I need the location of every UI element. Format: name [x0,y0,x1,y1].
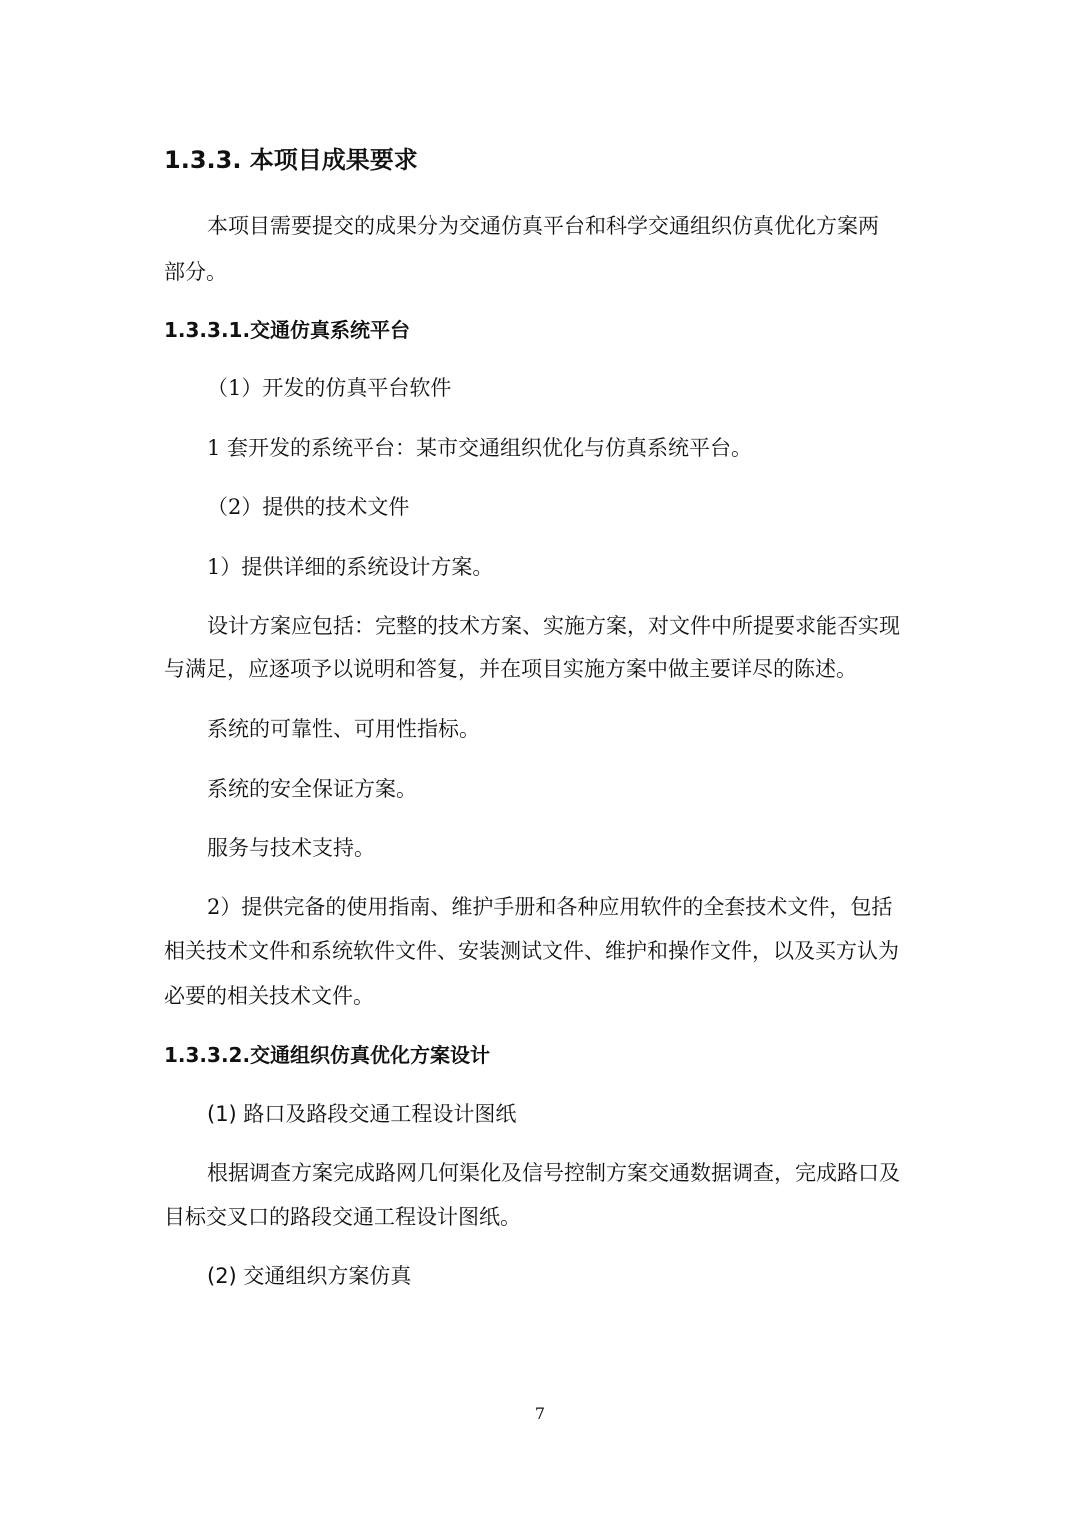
point-2-line-2: 相关技术文件和系统软件文件、安装测试文件、维护和操作文件，以及买方认为 [164,939,899,963]
item-1-title: （1）开发的仿真平台软件 [207,376,452,400]
security-text: 系统的安全保证方案。 [207,777,417,801]
page-number: 7 [534,1404,546,1423]
item-1-text: 1 套开发的系统平台：某市交通组织优化与仿真系统平台。 [207,436,753,460]
intro-line-1: 本项目需要提交的成果分为交通仿真平台和科学交通组织仿真优化方案两 [207,214,879,238]
point-2-line-1: 2）提供完备的使用指南、维护手册和各种应用软件的全套技术文件，包括 [207,895,893,919]
item-2-title: （2）提供的技术文件 [207,495,410,519]
design-plan-line-2: 与满足，应逐项予以说明和答复，并在项目实施方案中做主要详尽的陈述。 [164,657,857,681]
design-plan-line-1: 设计方案应包括：完整的技术方案、实施方案，对文件中所提要求能否实现 [207,614,900,638]
sub2-item-2-title: (2) 交通组织方案仿真 [207,1264,412,1288]
intro-line-2: 部分。 [164,260,227,284]
section-heading: 1.3.3. 本项目成果要求 [164,146,418,174]
subsection-heading-1: 1.3.3.1.交通仿真系统平台 [164,318,411,342]
point-2-line-3: 必要的相关技术文件。 [164,984,374,1008]
sub2-item-1-text-line-1: 根据调查方案完成路网几何渠化及信号控制方案交通数据调查，完成路口及 [207,1161,900,1185]
subsection-heading-2: 1.3.3.2.交通组织仿真优化方案设计 [164,1043,491,1067]
reliability-text: 系统的可靠性、可用性指标。 [207,717,480,741]
point-1: 1）提供详细的系统设计方案。 [207,555,494,579]
sub2-item-1-title: (1) 路口及路段交通工程设计图纸 [207,1102,517,1126]
service-text: 服务与技术支持。 [207,836,375,860]
sub2-item-1-text-line-2: 目标交叉口的路段交通工程设计图纸。 [164,1205,521,1229]
